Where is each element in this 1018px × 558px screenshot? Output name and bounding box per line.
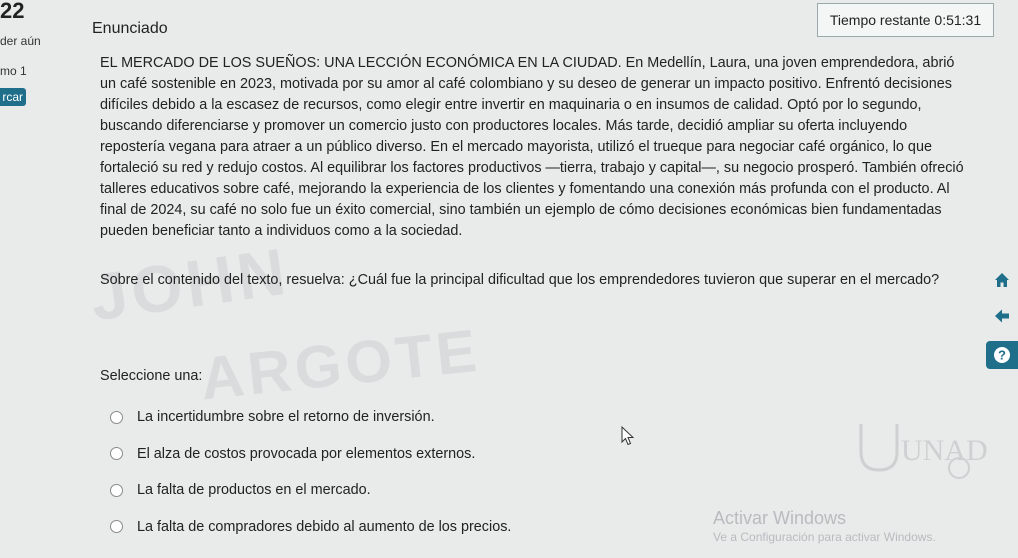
back-button[interactable] [986,302,1018,330]
answer-options [110,399,511,545]
radio-button[interactable] [110,520,123,533]
answer-option[interactable] [110,399,511,436]
option-label: La falta de compradores debido al aumento de los precios. [137,518,512,535]
question-text: Sobre el contenido del texto, resuelva: ¿Cuál fue la principal dificultad que los emprendedores tuvieron que superar en el mercado? [100,272,940,288]
windows-activation-notice [713,508,936,544]
timer: Tiempo restante 0:51:31 [817,3,994,37]
watermark-surname: ARGOTE [197,316,484,413]
radio-button[interactable] [110,411,123,424]
help-button[interactable] [986,341,1018,369]
question-mark: mo 1 [0,64,27,78]
help-icon [993,346,1011,364]
question-status: der aún [0,34,41,48]
option-label: La incertidumbre sobre el retorno de inversión. [137,409,435,426]
logo-text: UNAD [901,434,988,467]
answer-option[interactable] [110,509,511,546]
radio-button[interactable] [110,484,123,497]
activation-subtitle: Ve a Configuración para activar Windows. [713,530,936,544]
flag-question-button[interactable]: rcar [0,88,26,106]
radio-button[interactable] [110,447,123,460]
mouse-cursor-icon [621,426,635,446]
home-icon [994,272,1010,288]
passage-text: EL MERCADO DE LOS SUEÑOS: UNA LECCIÓN ECONÓMICA EN LA CIUDAD. En Medellín, Laura, una joven emprendedora, abrió un café sostenible en 2023, motivada por su amor al café colombiano y su deseo de generar un impacto positivo. Enfrentó decisiones difíciles debido a la escasez de recursos, como elegir entre invertir en maquinaria o en insumos de calidad. Optó por lo segundo, buscando diferenciarse y promover un comercio justo con productores locales. Más tarde, decidió ampliar su oferta incluyendo repostería vegana para atraer a un público diverso. En el mercado mayorista, utilizó el trueque para negociar café orgánico, lo que fortaleció su red y redujo costos. Al equilibrar los factores productivos —tierra, trabajo y capital—, su negocio prosperó. También ofreció talleres educativos sobre café, mejorando la experiencia de los clientes y fomentando una conexión más profunda con el producto. Al final de 2024, su café no solo fue un éxito comercial, sino también un ejemplo de cómo decisiones económicas bien fundamentadas pueden beneficiar tanto a individuos como a la sociedad. [100,55,964,239]
watermark-name: JOHN [85,233,294,335]
question-number: 22 [0,0,25,23]
option-label: La falta de productos en el mercado. [137,482,371,499]
svg-text:?: ? [998,347,1006,363]
answer-option[interactable] [110,472,511,509]
back-arrow-icon [994,308,1010,324]
select-label: Seleccione una: [100,368,203,384]
statement-label: Enunciado [92,20,168,37]
answer-option[interactable] [110,436,511,473]
home-button[interactable] [986,266,1018,294]
activation-title: Activar Windows [713,508,847,528]
option-label: El alza de costos provocada por elementos externos. [137,445,476,462]
unad-logo [855,418,988,483]
